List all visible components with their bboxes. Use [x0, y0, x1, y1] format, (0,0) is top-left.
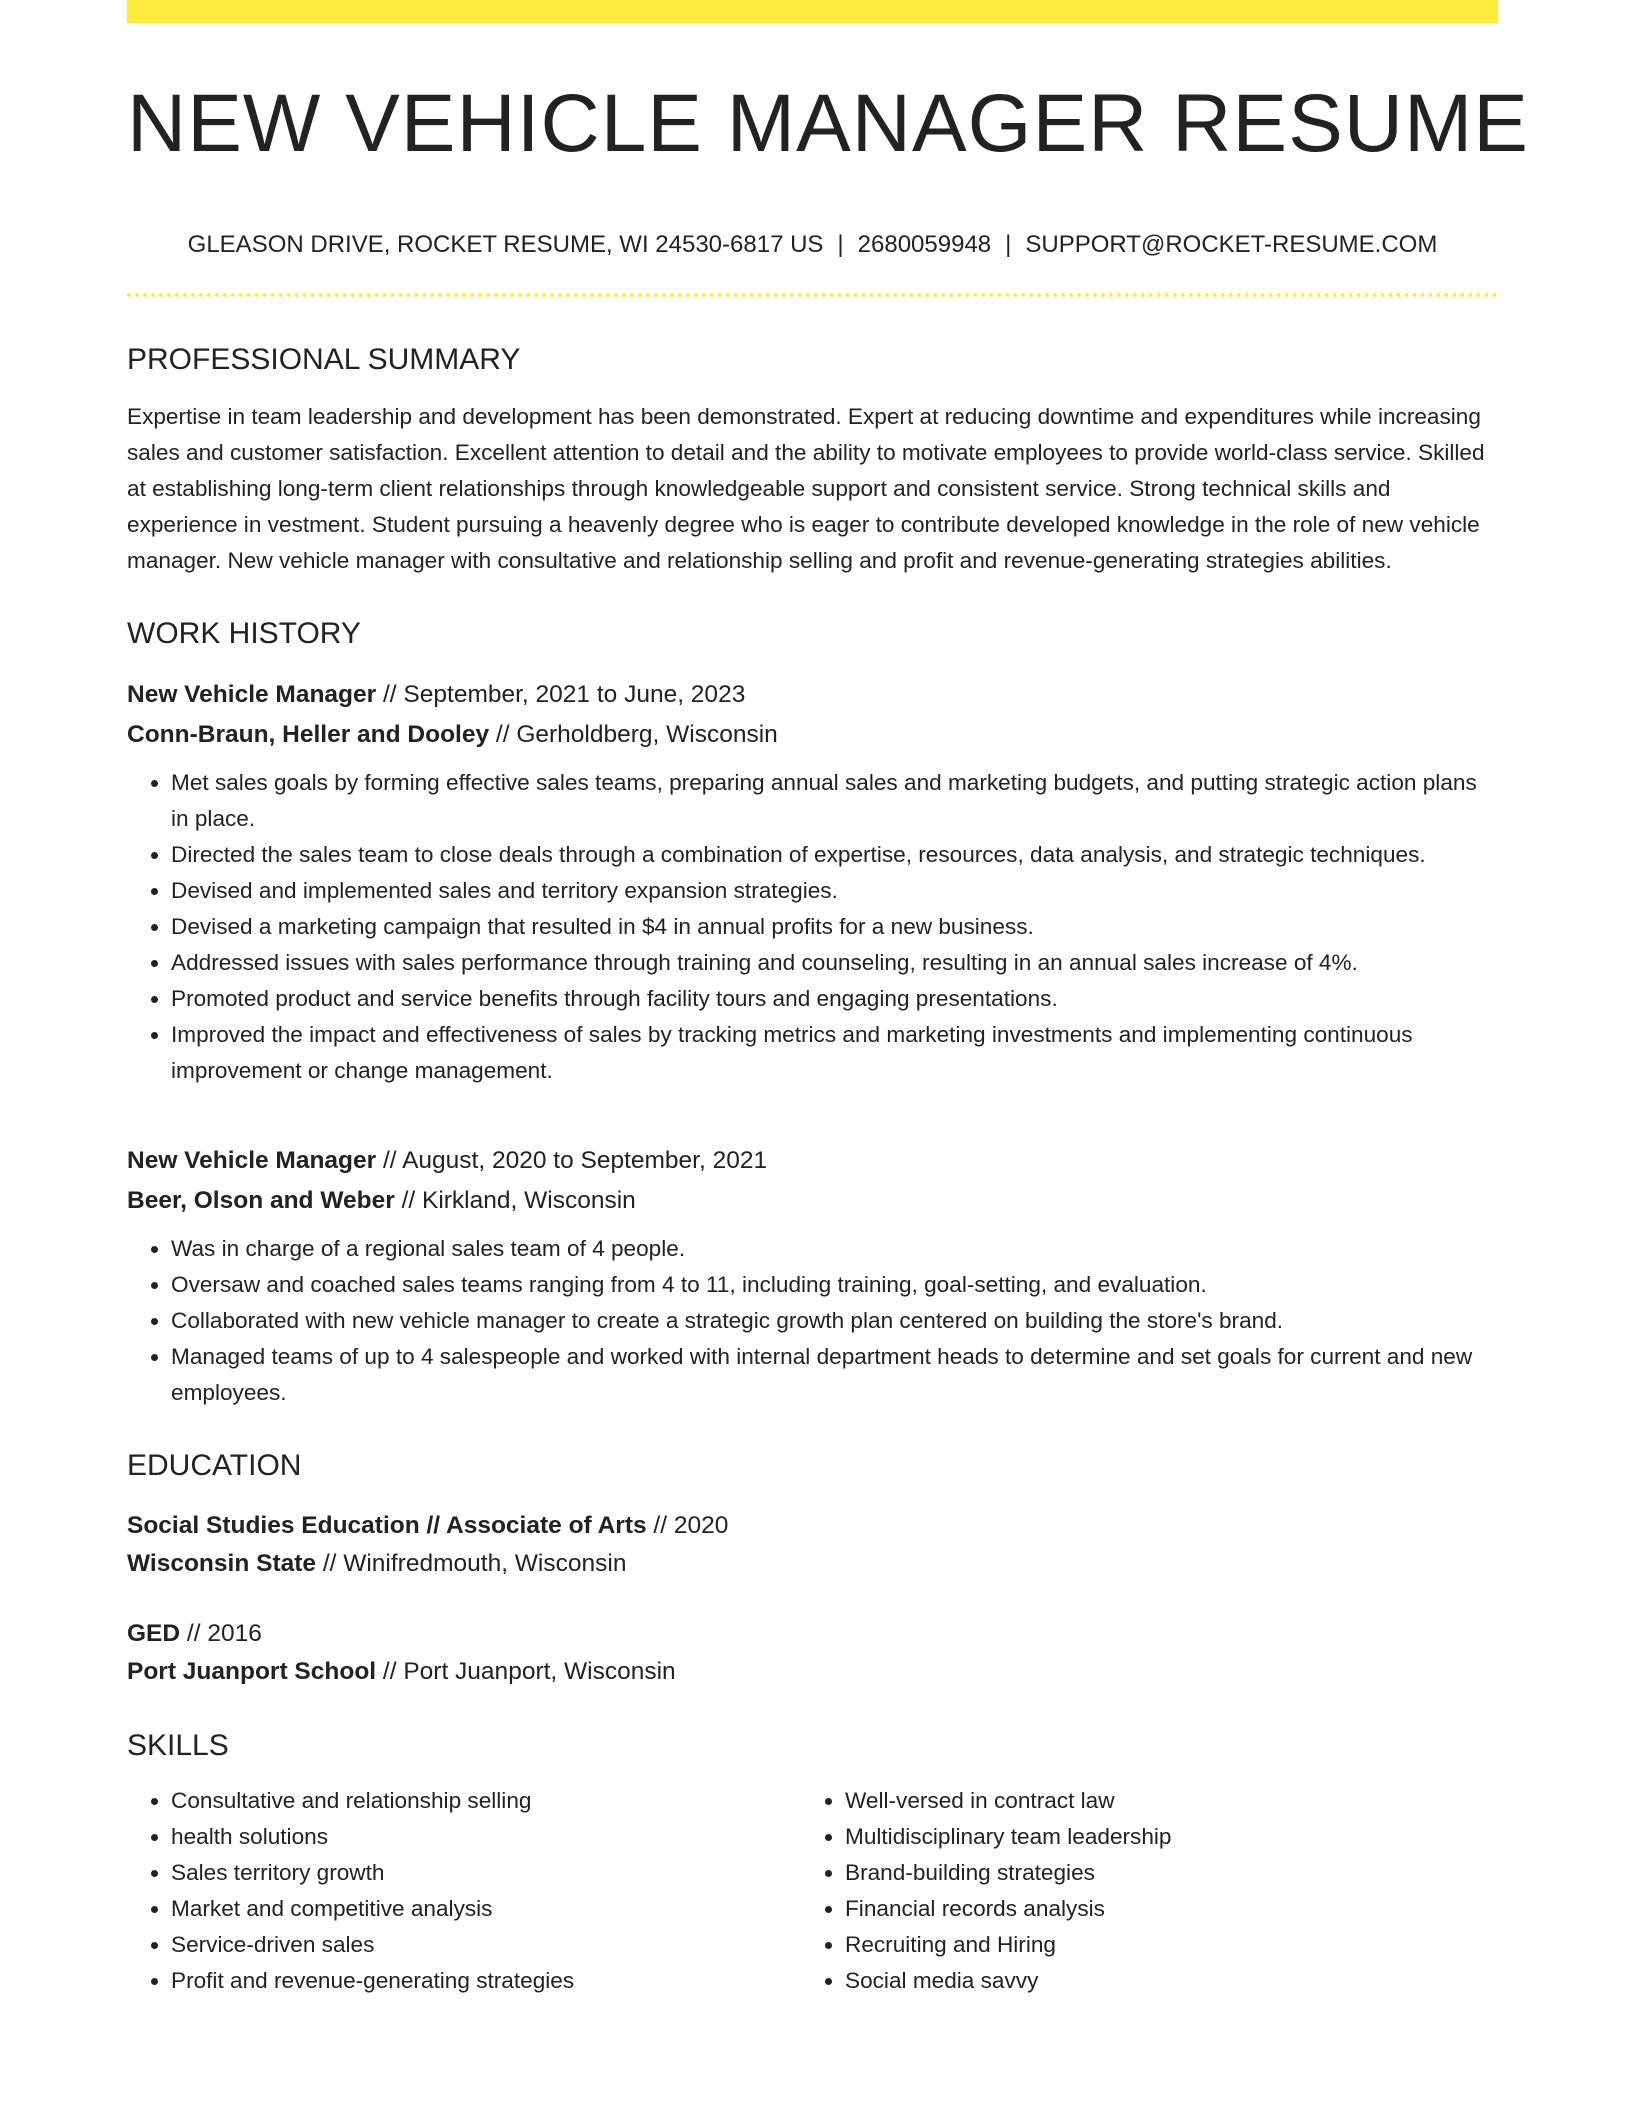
education-list [127, 1507, 1498, 1691]
education-school-line [127, 1545, 1498, 1583]
skill-item: • Social media savvy [845, 1963, 1475, 1999]
skills-section [127, 1731, 1498, 1999]
skill-item: • Recruiting and Hiring [845, 1927, 1475, 1963]
contact-separator: | [1005, 231, 1012, 258]
skill-item: • Multidisciplinary team leadership [845, 1819, 1475, 1855]
work-history-section [127, 619, 1498, 1411]
contact-address: GLEASON DRIVE, ROCKET RESUME, WI 24530-6817 US [187, 231, 824, 258]
job-bullet: • Improved the impact and effectiveness of sales by tracking metrics and marketing investments and implementing continuous improvement or change management. [171, 1017, 1498, 1089]
job-title: New Vehicle Manager [127, 1147, 377, 1174]
education-degree: Social Studies Education // Associate of Arts [127, 1512, 647, 1539]
skill-item: • Financial records analysis [845, 1891, 1475, 1927]
job-bullet: • Managed teams of up to 4 salespeople and worked with internal department heads to determine and set goals for current and new employees. [171, 1339, 1498, 1411]
job-company-line [127, 715, 1498, 755]
job-location: // Gerholdberg, Wisconsin [489, 721, 778, 748]
job-bullet: • Directed the sales team to close deals through a combination of expertise, resources, data analysis, and strategic techniques. [171, 837, 1498, 873]
job-bullet: • Collaborated with new vehicle manager to create a strategic growth plan centered on building the store's brand. [171, 1303, 1498, 1339]
job-title-line [127, 675, 1498, 715]
jobs-list [127, 675, 1498, 1411]
education-section [127, 1451, 1498, 1691]
skill-item: • Market and competitive analysis [171, 1891, 801, 1927]
job-bullet: • Oversaw and coached sales teams ranging from 4 to 11, including training, goal-setting, and evaluation. [171, 1267, 1498, 1303]
education-degree: GED [127, 1620, 181, 1647]
education-location: // Port Juanport, Wisconsin [376, 1658, 676, 1685]
skill-item: • Profit and revenue-generating strategies [171, 1963, 801, 1999]
job-entry [127, 1141, 1498, 1411]
education-location: // Winifredmouth, Wisconsin [316, 1550, 627, 1577]
education-school: Wisconsin State [127, 1550, 317, 1577]
education-school: Port Juanport School [127, 1658, 377, 1685]
education-year: // 2016 [180, 1620, 262, 1647]
section-heading: EDUCATION [127, 1449, 302, 1482]
skill-item: • Sales territory growth [171, 1855, 801, 1891]
skills-columns [127, 1783, 1498, 1999]
skill-item: • Well-versed in contract law [845, 1783, 1475, 1819]
professional-summary-section [127, 345, 1498, 579]
education-entry [127, 1615, 1498, 1691]
education-year: // 2020 [646, 1512, 729, 1539]
contact-line [127, 231, 1498, 259]
education-entry [127, 1507, 1498, 1583]
job-bullet: • Devised and implemented sales and territory expansion strategies. [171, 873, 1498, 909]
resume-page [127, 0, 1529, 1999]
job-dates: // August, 2020 to September, 2021 [376, 1147, 768, 1174]
skill-item: • health solutions [171, 1819, 801, 1855]
job-bullets [127, 765, 1498, 1089]
job-entry [127, 675, 1498, 1089]
summary-text: Expertise in team leadership and development has been demonstrated. Expert at reducing downtime and expenditures while increasing sales and customer satisfaction. Excellent attention to detail and the ability to motivate employees to provide world-class service. Skilled at establishing long-term client relationships through knowledgeable support and consistent service. Strong technical skills and experience in vestment. Student pursuing a heavenly degree who is eager to contribute developed knowledge in the role of new vehicle manager. New vehicle manager with consultative and relationship selling and profit and revenue-generating strategies abilities. [127, 404, 1485, 573]
contact-email: SUPPORT@ROCKET-RESUME.COM [1025, 231, 1438, 258]
section-heading: WORK HISTORY [127, 617, 361, 650]
job-bullets [127, 1231, 1498, 1411]
job-bullet: • Addressed issues with sales performance through training and counseling, resulting in an annual sales increase of 4%. [171, 945, 1498, 981]
skill-item: • Consultative and relationship selling [171, 1783, 801, 1819]
job-bullet: • Was in charge of a regional sales team of 4 people. [171, 1231, 1498, 1267]
contact-separator: | [837, 231, 844, 258]
job-location: // Kirkland, Wisconsin [394, 1187, 636, 1214]
job-company-line [127, 1181, 1498, 1221]
job-title-line [127, 1141, 1498, 1181]
job-company: Beer, Olson and Weber [127, 1187, 395, 1214]
job-bullet: • Met sales goals by forming effective sales teams, preparing annual sales and marketing budgets, and putting strategic action plans in place. [171, 765, 1498, 837]
skill-item: • Service-driven sales [171, 1927, 801, 1963]
job-title: New Vehicle Manager [127, 681, 377, 708]
education-degree-line [127, 1615, 1498, 1653]
education-school-line [127, 1653, 1498, 1691]
job-company: Conn-Braun, Heller and Dooley [127, 721, 490, 748]
section-heading: SKILLS [127, 1729, 229, 1762]
section-heading: PROFESSIONAL SUMMARY [127, 343, 521, 376]
skill-item: • Brand-building strategies [845, 1855, 1475, 1891]
job-bullet: • Promoted product and service benefits through facility tours and engaging presentations. [171, 981, 1498, 1017]
accent-top-bar [127, 0, 1498, 23]
dotted-divider [127, 293, 1498, 297]
resume-title: NEW VEHICLE MANAGER RESUME [127, 78, 1529, 169]
skills-list-left [127, 1783, 801, 1999]
skills-list-right [801, 1783, 1475, 1999]
education-degree-line [127, 1507, 1498, 1545]
job-bullet: • Devised a marketing campaign that resulted in $4 in annual profits for a new business. [171, 909, 1498, 945]
contact-phone: 2680059948 [857, 231, 992, 258]
job-dates: // September, 2021 to June, 2023 [376, 681, 746, 708]
